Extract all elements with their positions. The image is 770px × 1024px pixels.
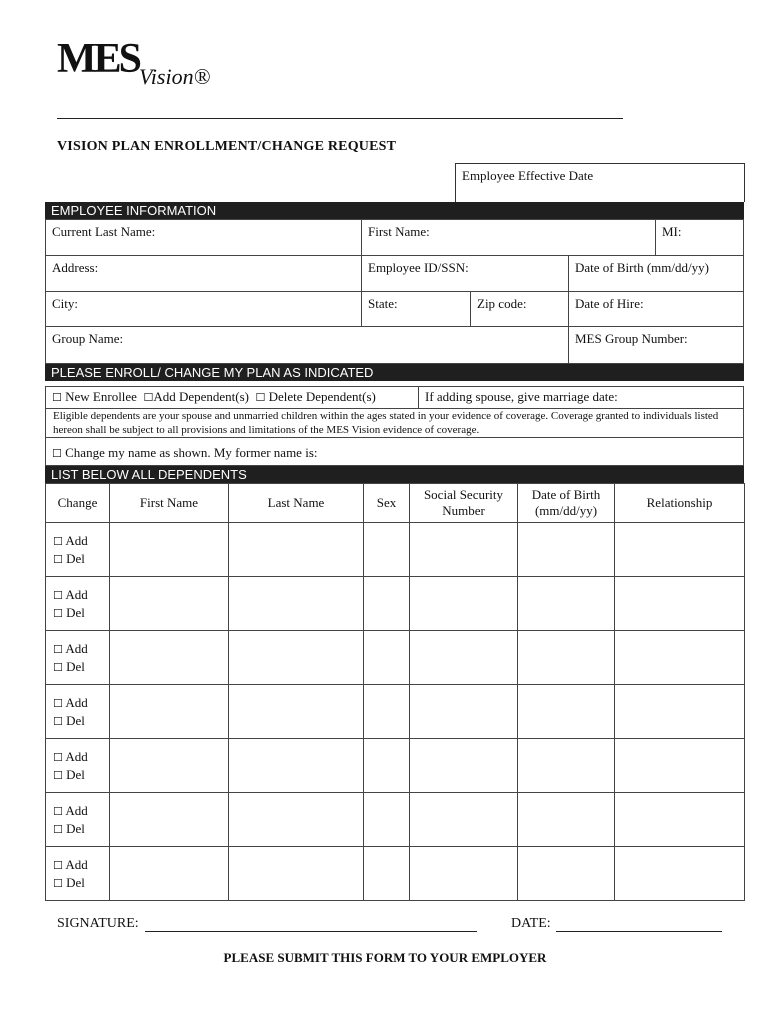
add-checkbox[interactable]: ☐ bbox=[53, 588, 63, 602]
employee-info-header: EMPLOYEE INFORMATION bbox=[45, 202, 744, 219]
del-label: Del bbox=[66, 712, 85, 728]
col-dob: Date of Birth (mm/dd/yy) bbox=[518, 484, 615, 523]
dependent-first-name-cell[interactable] bbox=[110, 631, 229, 685]
dependent-sex-cell[interactable] bbox=[364, 847, 410, 901]
mi-field[interactable] bbox=[655, 219, 744, 256]
dependent-row bbox=[46, 847, 745, 901]
dependent-dob-cell[interactable] bbox=[518, 685, 615, 739]
address-label: Address: bbox=[52, 260, 99, 275]
form-title: VISION PLAN ENROLLMENT/CHANGE REQUEST bbox=[57, 139, 397, 154]
date-of-hire-field[interactable] bbox=[568, 291, 744, 327]
dependent-first-name-cell[interactable] bbox=[110, 739, 229, 793]
dependent-relationship-cell[interactable] bbox=[615, 847, 745, 901]
date-line[interactable] bbox=[556, 931, 722, 932]
new-enrollee-checkbox[interactable]: ☐ bbox=[52, 391, 62, 404]
dependent-first-name-cell[interactable] bbox=[110, 793, 229, 847]
dob-label: Date of Birth (mm/dd/yy) bbox=[575, 260, 709, 275]
group-name-label: Group Name: bbox=[52, 331, 124, 346]
submit-instruction: PLEASE SUBMIT THIS FORM TO YOUR EMPLOYER bbox=[223, 950, 547, 965]
state-field[interactable] bbox=[361, 291, 471, 327]
col-sex: Sex bbox=[364, 484, 410, 523]
change-cell bbox=[46, 847, 110, 901]
first-name-field[interactable] bbox=[361, 219, 656, 256]
del-label: Del bbox=[66, 550, 85, 566]
change-cell bbox=[46, 577, 110, 631]
current-last-name-field[interactable] bbox=[45, 219, 362, 256]
effective-date-field[interactable] bbox=[455, 163, 745, 202]
dependent-first-name-cell[interactable] bbox=[110, 685, 229, 739]
dependent-first-name-cell[interactable] bbox=[110, 577, 229, 631]
dependent-last-name-cell[interactable] bbox=[229, 685, 364, 739]
dependent-relationship-cell[interactable] bbox=[615, 577, 745, 631]
dob-field[interactable] bbox=[568, 255, 744, 292]
change-name-row[interactable] bbox=[45, 437, 744, 466]
add-label: Add bbox=[65, 532, 88, 548]
dependent-ssn-cell[interactable] bbox=[410, 739, 518, 793]
del-label: Del bbox=[66, 658, 85, 674]
dependent-last-name-cell[interactable] bbox=[229, 577, 364, 631]
change-cell bbox=[46, 685, 110, 739]
del-checkbox[interactable]: ☐ bbox=[53, 822, 63, 836]
effective-date-label: Employee Effective Date bbox=[462, 168, 594, 183]
marriage-date-label: If adding spouse, give marriage date: bbox=[425, 389, 618, 404]
dependent-row bbox=[46, 577, 745, 631]
dependent-dob-cell[interactable] bbox=[518, 793, 615, 847]
change-name-label: Change my name as shown. My former name is: bbox=[65, 445, 318, 460]
group-name-field[interactable] bbox=[45, 326, 569, 364]
dependent-row bbox=[46, 793, 745, 847]
del-label: Del bbox=[66, 766, 85, 782]
add-checkbox[interactable]: ☐ bbox=[53, 750, 63, 764]
dependent-sex-cell[interactable] bbox=[364, 739, 410, 793]
change-cell bbox=[46, 739, 110, 793]
change-cell bbox=[46, 631, 110, 685]
dependent-last-name-cell[interactable] bbox=[229, 523, 364, 577]
add-label: Add bbox=[65, 694, 88, 710]
col-change: Change bbox=[46, 484, 110, 523]
del-label: Del bbox=[66, 874, 85, 890]
mes-group-number-field[interactable] bbox=[568, 326, 744, 364]
dependent-row bbox=[46, 523, 745, 577]
address-field[interactable] bbox=[45, 255, 362, 292]
change-cell bbox=[46, 523, 110, 577]
add-label: Add bbox=[65, 802, 88, 818]
dependent-last-name-cell[interactable] bbox=[229, 793, 364, 847]
dependent-last-name-cell[interactable] bbox=[229, 739, 364, 793]
dependent-row bbox=[46, 631, 745, 685]
col-last-name: Last Name bbox=[229, 484, 364, 523]
dependents-header-row bbox=[46, 484, 745, 523]
first-name-label: First Name: bbox=[368, 224, 430, 239]
change-cell bbox=[46, 793, 110, 847]
add-checkbox[interactable]: ☐ bbox=[53, 696, 63, 710]
add-dependents-label: Add Dependent(s) bbox=[153, 389, 250, 404]
dependent-relationship-cell[interactable] bbox=[615, 685, 745, 739]
dependent-dob-cell[interactable] bbox=[518, 739, 615, 793]
header-divider bbox=[57, 118, 623, 119]
dependent-ssn-cell[interactable] bbox=[410, 685, 518, 739]
dependent-relationship-cell[interactable] bbox=[615, 523, 745, 577]
zip-label: Zip code: bbox=[477, 296, 527, 311]
marriage-date-field[interactable] bbox=[418, 386, 744, 409]
del-checkbox[interactable]: ☐ bbox=[53, 606, 63, 620]
enroll-change-header: PLEASE ENROLL/ CHANGE MY PLAN AS INDICATED bbox=[45, 364, 744, 381]
dependent-relationship-cell[interactable] bbox=[615, 631, 745, 685]
del-checkbox[interactable]: ☐ bbox=[53, 552, 63, 566]
dependent-last-name-cell[interactable] bbox=[229, 631, 364, 685]
add-label: Add bbox=[65, 640, 88, 656]
eligibility-notice: Eligible dependents are your spouse and unmarried children within the ages stated in your evidence of coverage. Coverage granted to individuals listed hereon shall be subject to all provisions and limitations of the MES Vision evidence of coverage. bbox=[45, 408, 744, 438]
dependent-relationship-cell[interactable] bbox=[615, 739, 745, 793]
logo-letters: MES bbox=[57, 36, 140, 82]
zip-field[interactable] bbox=[470, 291, 569, 327]
delete-dependents-label: Delete Dependent(s) bbox=[268, 389, 376, 404]
dependent-dob-cell[interactable] bbox=[518, 577, 615, 631]
mes-group-number-label: MES Group Number: bbox=[575, 331, 688, 346]
city-label: City: bbox=[52, 296, 79, 311]
logo-suffix: Vision® bbox=[139, 64, 211, 89]
dependents-table bbox=[45, 483, 745, 901]
col-relationship: Relationship bbox=[615, 484, 745, 523]
dependent-first-name-cell[interactable] bbox=[110, 523, 229, 577]
date-label: DATE: bbox=[511, 916, 551, 931]
dependent-first-name-cell[interactable] bbox=[110, 847, 229, 901]
dependent-row bbox=[46, 739, 745, 793]
mi-label: MI: bbox=[662, 224, 682, 239]
dependent-ssn-cell[interactable] bbox=[410, 631, 518, 685]
dependent-sex-cell[interactable] bbox=[364, 793, 410, 847]
col-first-name: First Name bbox=[110, 484, 229, 523]
dependent-ssn-cell[interactable] bbox=[410, 523, 518, 577]
dependent-dob-cell[interactable] bbox=[518, 847, 615, 901]
add-dependents-checkbox[interactable]: ☐ bbox=[143, 391, 154, 404]
add-checkbox[interactable]: ☐ bbox=[53, 858, 63, 872]
del-checkbox[interactable]: ☐ bbox=[53, 660, 63, 674]
delete-dependents-checkbox[interactable]: ☐ bbox=[255, 391, 266, 404]
mes-vision-logo bbox=[57, 36, 211, 89]
del-checkbox[interactable]: ☐ bbox=[53, 714, 63, 728]
del-label: Del bbox=[66, 604, 85, 620]
current-last-name-label: Current Last Name: bbox=[52, 224, 156, 239]
dependent-row bbox=[46, 685, 745, 739]
add-checkbox[interactable]: ☐ bbox=[53, 642, 63, 656]
add-label: Add bbox=[65, 856, 88, 872]
del-checkbox[interactable]: ☐ bbox=[53, 876, 63, 890]
employee-id-field[interactable] bbox=[361, 255, 569, 292]
dependent-dob-cell[interactable] bbox=[518, 523, 615, 577]
add-checkbox[interactable]: ☐ bbox=[53, 534, 63, 548]
employee-id-label: Employee ID/SSN: bbox=[368, 260, 469, 275]
add-checkbox[interactable]: ☐ bbox=[53, 804, 63, 818]
dependent-dob-cell[interactable] bbox=[518, 631, 615, 685]
dependent-sex-cell[interactable] bbox=[364, 631, 410, 685]
dependent-relationship-cell[interactable] bbox=[615, 793, 745, 847]
dependent-sex-cell[interactable] bbox=[364, 685, 410, 739]
dependent-sex-cell[interactable] bbox=[364, 523, 410, 577]
dependent-ssn-cell[interactable] bbox=[410, 577, 518, 631]
dependents-header: LIST BELOW ALL DEPENDENTS bbox=[45, 466, 744, 483]
change-name-checkbox[interactable]: ☐ bbox=[52, 447, 62, 460]
city-field[interactable] bbox=[45, 291, 362, 327]
dependent-sex-cell[interactable] bbox=[364, 577, 410, 631]
dependent-ssn-cell[interactable] bbox=[410, 847, 518, 901]
add-label: Add bbox=[65, 748, 88, 764]
signature-label: SIGNATURE: bbox=[57, 916, 139, 931]
state-label: State: bbox=[368, 296, 398, 311]
date-of-hire-label: Date of Hire: bbox=[575, 296, 644, 311]
signature-line[interactable] bbox=[145, 931, 477, 932]
del-checkbox[interactable]: ☐ bbox=[53, 768, 63, 782]
del-label: Del bbox=[66, 820, 85, 836]
new-enrollee-label: New Enrollee bbox=[65, 389, 137, 404]
col-ssn: Social Security Number bbox=[410, 484, 518, 523]
enroll-options-row bbox=[45, 386, 419, 409]
dependent-last-name-cell[interactable] bbox=[229, 847, 364, 901]
add-label: Add bbox=[65, 586, 88, 602]
dependent-ssn-cell[interactable] bbox=[410, 793, 518, 847]
